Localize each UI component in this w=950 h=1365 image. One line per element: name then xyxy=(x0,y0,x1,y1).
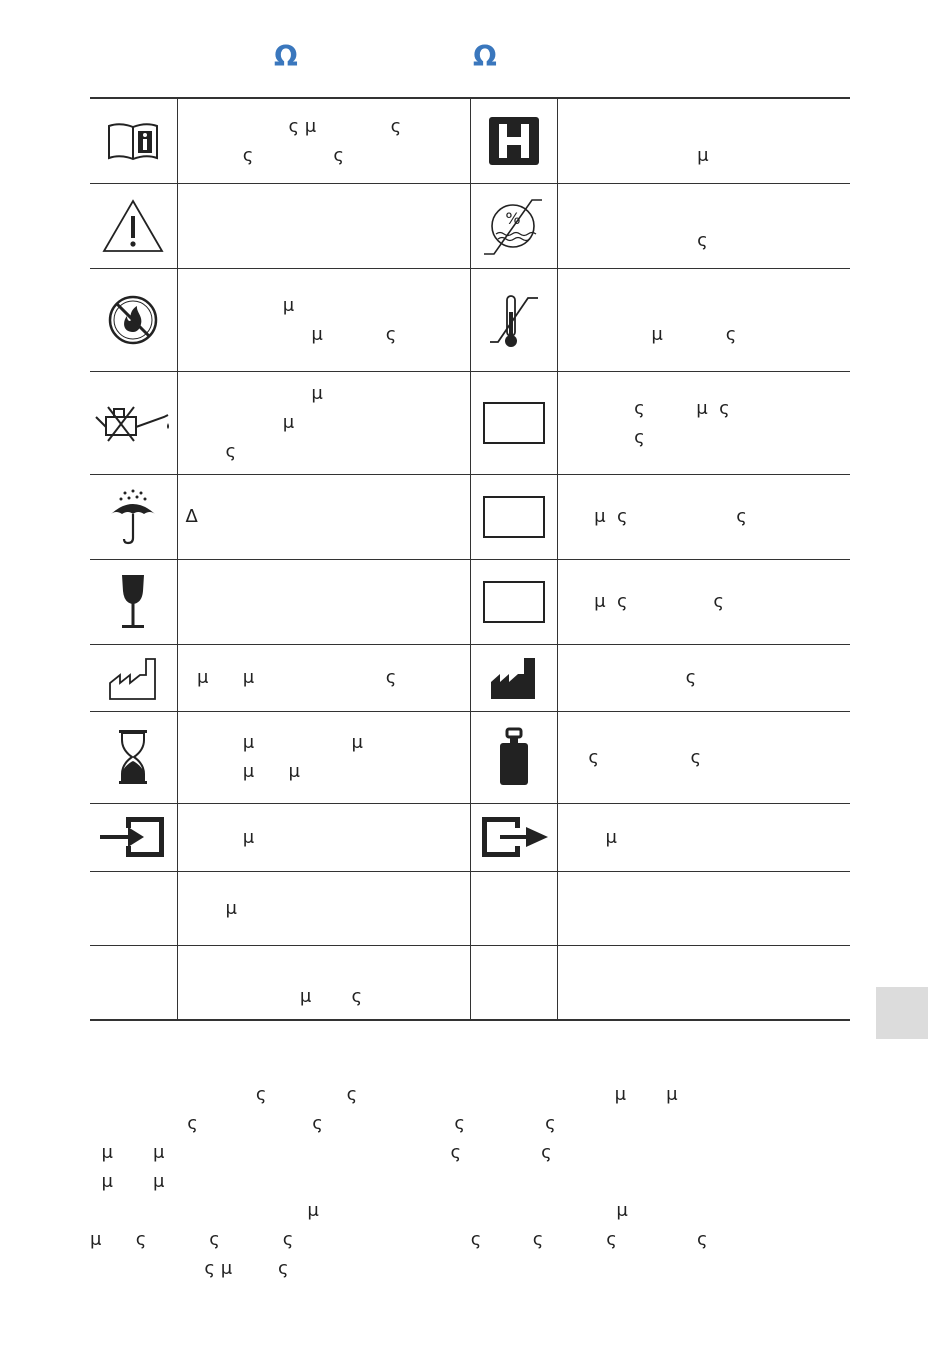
section-tab-marker xyxy=(876,987,928,1039)
text-cell: μ μ μ μ xyxy=(177,711,470,803)
fragile-glass-icon xyxy=(90,573,177,631)
manufacturer-factory-filled-icon xyxy=(471,656,557,700)
icon-cell xyxy=(90,803,177,871)
text-cell: μ xyxy=(557,803,850,871)
table-row xyxy=(90,474,850,559)
icon-cell xyxy=(470,559,557,644)
table-row xyxy=(90,871,850,945)
icon-cell xyxy=(90,371,177,474)
heading xyxy=(0,40,950,80)
icon-cell xyxy=(90,474,177,559)
weight-icon xyxy=(471,727,557,787)
text-cell: μ ς xyxy=(557,268,850,371)
output-arrow-icon xyxy=(471,814,557,860)
table-row xyxy=(90,268,850,371)
text-cell: ς xyxy=(557,644,850,711)
box-icon xyxy=(471,580,557,624)
hourglass-icon xyxy=(90,728,177,786)
no-open-flame-icon xyxy=(90,294,177,346)
text-cell: ς xyxy=(557,183,850,268)
paragraph-line: μ μ xyxy=(90,1200,628,1221)
icon-cell xyxy=(470,268,557,371)
icon-cell xyxy=(470,803,557,871)
icon-cell xyxy=(90,644,177,711)
text-cell: Δ xyxy=(177,474,470,559)
paragraph-line: ς ς ς ς xyxy=(90,1113,556,1134)
icon-cell xyxy=(90,711,177,803)
text-cell: μ xyxy=(177,871,470,945)
table-row xyxy=(90,945,850,1020)
paragraph-line: μ ς ς ς ς ς ς ς xyxy=(90,1229,708,1250)
table-row xyxy=(90,711,850,803)
text-cell: μ ς ς xyxy=(557,559,850,644)
icon-cell xyxy=(90,268,177,371)
text-cell: ς μ ς ς ς xyxy=(177,98,470,183)
box-icon xyxy=(471,495,557,539)
icon-cell xyxy=(470,871,557,945)
icon-cell xyxy=(90,871,177,945)
paragraph-line: μ μ xyxy=(90,1171,165,1192)
box-icon xyxy=(471,401,557,445)
icon-cell xyxy=(90,945,177,1020)
icon-cell xyxy=(470,474,557,559)
icon-cell xyxy=(90,559,177,644)
icon-cell xyxy=(470,711,557,803)
text-cell xyxy=(177,183,470,268)
text-cell: μ μ ς xyxy=(177,371,470,474)
warning-triangle-icon xyxy=(90,198,177,254)
text-cell: μ μ ς xyxy=(177,644,470,711)
manufacture-date-factory-outline-icon xyxy=(90,655,177,701)
omega-left: Ω xyxy=(274,40,298,73)
text-cell xyxy=(177,559,470,644)
humidity-limit-icon xyxy=(471,194,557,258)
table-row xyxy=(90,559,850,644)
omega-right: Ω xyxy=(473,40,497,73)
table-row xyxy=(90,98,850,183)
text-cell: μ ς xyxy=(177,945,470,1020)
h-symbol-icon xyxy=(471,116,557,166)
icon-cell xyxy=(90,183,177,268)
text-cell xyxy=(557,945,850,1020)
body-paragraph xyxy=(90,1080,860,1283)
text-cell: μ μ ς xyxy=(177,268,470,371)
table-row xyxy=(90,644,850,711)
keep-dry-umbrella-icon xyxy=(90,488,177,546)
paragraph-line: ς μ ς xyxy=(90,1258,289,1279)
text-cell: ς μ ς ς xyxy=(557,371,850,474)
text-cell: μ xyxy=(177,803,470,871)
icon-cell xyxy=(470,183,557,268)
symbols-table xyxy=(90,97,850,1021)
read-instructions-icon xyxy=(90,120,177,162)
text-cell: μ ς ς xyxy=(557,474,850,559)
paragraph-line: μ μ ς ς xyxy=(90,1142,552,1163)
table-row xyxy=(90,803,850,871)
icon-cell xyxy=(470,98,557,183)
paragraph-line: ς ς μ μ xyxy=(90,1084,678,1105)
icon-cell xyxy=(470,644,557,711)
text-cell: μ xyxy=(557,98,850,183)
input-arrow-icon xyxy=(90,814,177,860)
text-cell xyxy=(557,871,850,945)
svg-text:%: % xyxy=(504,208,521,228)
no-oil-icon xyxy=(90,403,177,443)
table-row xyxy=(90,371,850,474)
table-row xyxy=(90,183,850,268)
icon-cell xyxy=(470,371,557,474)
icon-cell xyxy=(90,98,177,183)
icon-cell xyxy=(470,945,557,1020)
text-cell: ς ς xyxy=(557,711,850,803)
temperature-limit-icon xyxy=(471,290,557,350)
